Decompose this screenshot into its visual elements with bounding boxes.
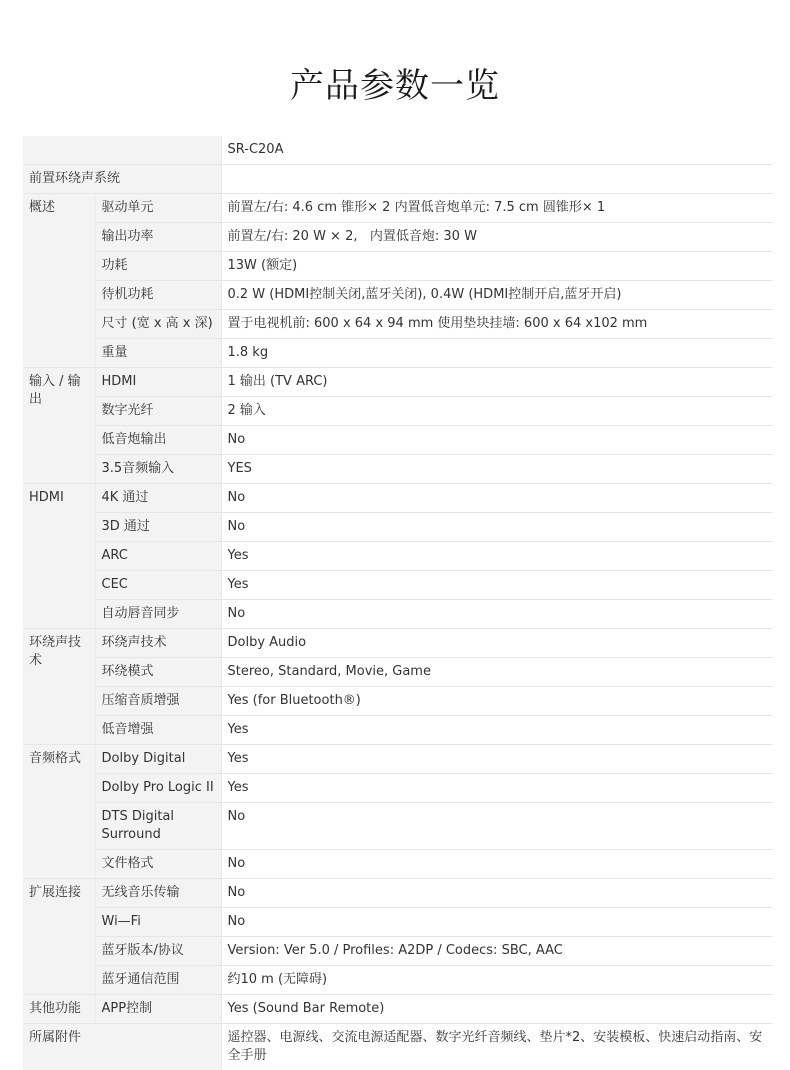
table-row (23, 745, 773, 774)
table-row (23, 397, 773, 426)
spec-table-body (23, 136, 773, 1070)
spec-label: 低音增强 (95, 716, 221, 745)
spec-value: 1 输出 (TV ARC) (221, 368, 773, 397)
spec-value: Yes (221, 745, 773, 774)
spec-value: 前置左/右: 20 W × 2, 内置低音炮: 30 W (221, 223, 773, 252)
spec-label: 环绕模式 (95, 658, 221, 687)
spec-value (221, 165, 773, 194)
table-row (23, 629, 773, 658)
spec-label: 功耗 (95, 252, 221, 281)
spec-value: Yes (Sound Bar Remote) (221, 995, 773, 1024)
table-row (23, 339, 773, 368)
table-row (23, 908, 773, 937)
spec-label: 自动唇音同步 (95, 600, 221, 629)
spec-value: Yes (221, 774, 773, 803)
table-row (23, 368, 773, 397)
spec-label: HDMI (95, 368, 221, 397)
spec-label: 驱动单元 (95, 194, 221, 223)
table-row (23, 165, 773, 194)
spec-value: YES (221, 455, 773, 484)
spec-value: No (221, 426, 773, 455)
spec-value: 1.8 kg (221, 339, 773, 368)
spec-label: APP控制 (95, 995, 221, 1024)
spec-label: DTS Digital Surround (95, 803, 221, 850)
table-row (23, 879, 773, 908)
table-row (23, 995, 773, 1024)
spec-value: 置于电视机前: 600 x 64 x 94 mm 使用垫块挂墙: 600 x 64 x102 mm (221, 310, 773, 339)
group-label: 环绕声技术 (23, 629, 95, 745)
spec-table (23, 136, 773, 1070)
spec-label: 3.5音频输入 (95, 455, 221, 484)
group-label: HDMI (23, 484, 95, 629)
spec-label: ARC (95, 542, 221, 571)
table-row (23, 658, 773, 687)
group-label: 概述 (23, 194, 95, 368)
page-title: 产品参数一览 (0, 64, 790, 108)
group-label: 前置环绕声系统 (23, 165, 221, 194)
table-row (23, 966, 773, 995)
spec-label: 3D 通过 (95, 513, 221, 542)
spec-value: 2 输入 (221, 397, 773, 426)
spec-value: 13W (额定) (221, 252, 773, 281)
spec-label: 蓝牙版本/协议 (95, 937, 221, 966)
spec-value: Dolby Audio (221, 629, 773, 658)
table-row (23, 281, 773, 310)
table-row (23, 194, 773, 223)
group-label: 扩展连接 (23, 879, 95, 995)
spec-label: Dolby Pro Logic II (95, 774, 221, 803)
group-label: 其他功能 (23, 995, 95, 1024)
spec-label: 压缩音质增强 (95, 687, 221, 716)
spec-label: 待机功耗 (95, 281, 221, 310)
table-row (23, 850, 773, 879)
spec-value: No (221, 908, 773, 937)
spec-value: No (221, 879, 773, 908)
table-row (23, 484, 773, 513)
spec-value: No (221, 484, 773, 513)
spec-label: 无线音乐传输 (95, 879, 221, 908)
table-row (23, 774, 773, 803)
spec-value: Yes (221, 542, 773, 571)
spec-label: CEC (95, 571, 221, 600)
spec-label: 4K 通过 (95, 484, 221, 513)
spec-value: No (221, 850, 773, 879)
group-label: 音频格式 (23, 745, 95, 879)
spec-label: 低音炮输出 (95, 426, 221, 455)
spec-value: 约10 m (无障碍) (221, 966, 773, 995)
spec-value: Yes (for Bluetooth®) (221, 687, 773, 716)
spec-value: 0.2 W (HDMI控制关闭,蓝牙关闭), 0.4W (HDMI控制开启,蓝牙开启) (221, 281, 773, 310)
model-cell: SR-C20A (221, 136, 773, 165)
table-row (23, 223, 773, 252)
spec-value: 遥控器、电源线、交流电源适配器、数字光纤音频线、垫片*2、安装模板、快速启动指南、安全手册 (221, 1024, 773, 1070)
spec-value: No (221, 600, 773, 629)
table-header-row (23, 136, 773, 165)
table-row (23, 803, 773, 850)
table-row (23, 513, 773, 542)
spec-value: 前置左/右: 4.6 cm 锥形× 2 内置低音炮单元: 7.5 cm 圆锥形× 1 (221, 194, 773, 223)
table-row (23, 1024, 773, 1070)
spec-value: Version: Ver 5.0 / Profiles: A2DP / Codecs: SBC, AAC (221, 937, 773, 966)
spec-label: 重量 (95, 339, 221, 368)
header-blank-cell (23, 136, 221, 165)
group-label: 所属附件 (23, 1024, 221, 1070)
table-row (23, 571, 773, 600)
spec-value: No (221, 513, 773, 542)
table-row (23, 310, 773, 339)
spec-label: 蓝牙通信范围 (95, 966, 221, 995)
table-row (23, 426, 773, 455)
spec-label: 文件格式 (95, 850, 221, 879)
table-row (23, 600, 773, 629)
spec-value: Yes (221, 571, 773, 600)
table-row (23, 937, 773, 966)
table-row (23, 252, 773, 281)
spec-label: 输出功率 (95, 223, 221, 252)
spec-value: Yes (221, 716, 773, 745)
spec-label: Wi—Fi (95, 908, 221, 937)
table-row (23, 455, 773, 484)
spec-value: Stereo, Standard, Movie, Game (221, 658, 773, 687)
spec-label: Dolby Digital (95, 745, 221, 774)
spec-label: 尺寸 (宽 x 高 x 深) (95, 310, 221, 339)
spec-value: No (221, 803, 773, 850)
table-row (23, 716, 773, 745)
table-row (23, 687, 773, 716)
table-row (23, 542, 773, 571)
group-label: 输入 / 输出 (23, 368, 95, 484)
spec-label: 环绕声技术 (95, 629, 221, 658)
spec-label: 数字光纤 (95, 397, 221, 426)
